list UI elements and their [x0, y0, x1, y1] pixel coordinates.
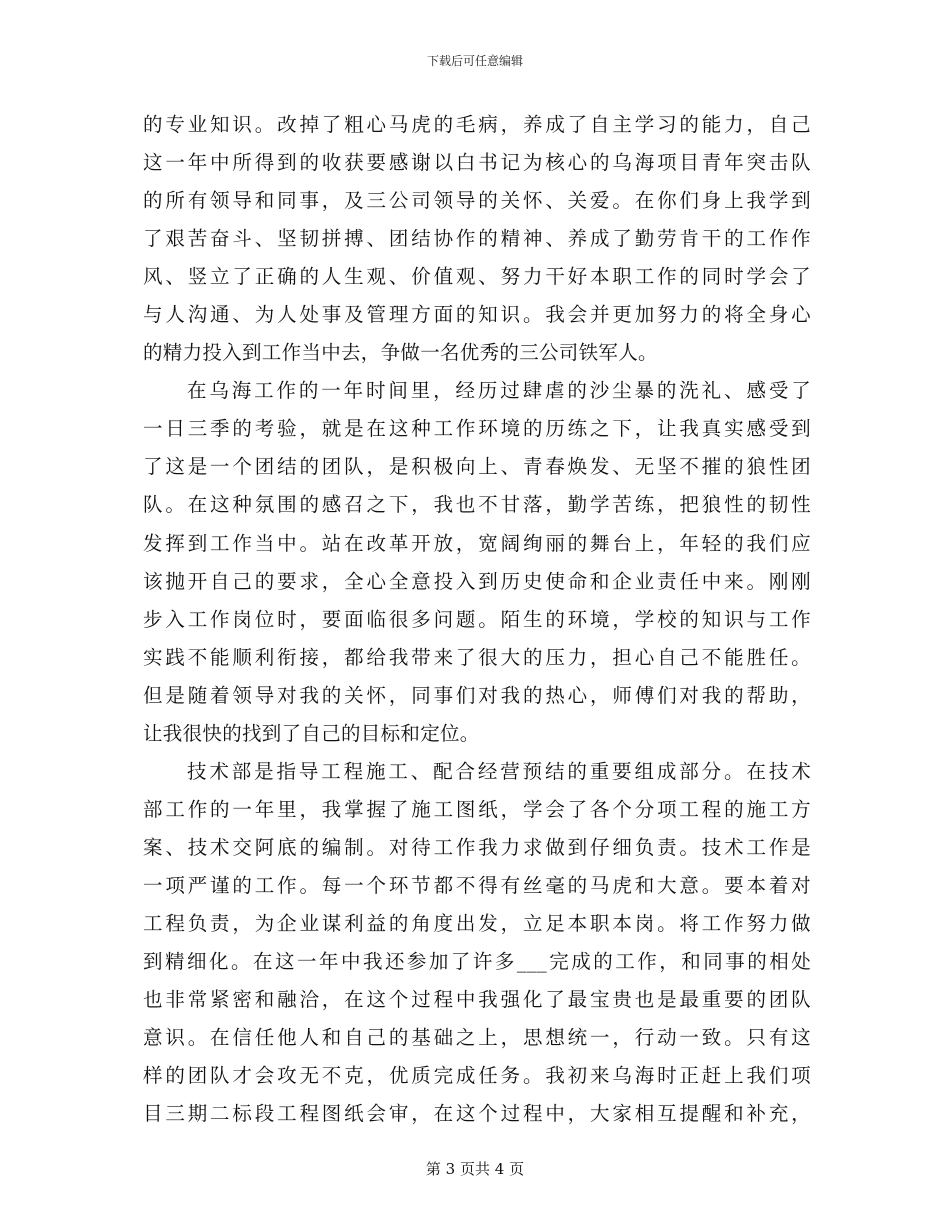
- paragraph-2: [143, 372, 811, 752]
- text-line: 案、技术交阿底的编制。对待工作我力求做到仔细负责。技术工作是: [143, 835, 811, 859]
- text-line: 一日三季的考验，就是在这种工作环境的历练之下，让我真实感受到: [143, 417, 811, 441]
- text-line: 了这是一个团结的团队，是积极向上、青春焕发、无坚不摧的狼性团: [143, 455, 811, 479]
- text-line: 与人沟通、为人处事及管理方面的知识。我会并更加努力的将全身心: [143, 303, 811, 327]
- text-line: 让我很快的找到了自己的目标和定位。: [143, 721, 480, 745]
- text-line: 样的团队才会攻无不克，优质完成任务。我初来乌海时正赶上我们项: [143, 1064, 811, 1088]
- document-body: [143, 106, 811, 1133]
- text-line: 部工作的一年里，我掌握了施工图纸，学会了各个分项工程的施工方: [143, 797, 811, 821]
- text-line: 实践不能顺利衔接，都给我带来了很大的压力，担心自己不能胜任。: [143, 645, 811, 669]
- text-line: 发挥到工作当中。站在改革开放，宽阔绚丽的舞台上，年轻的我们应: [143, 531, 811, 555]
- text-line: 目三期二标段工程图纸会审，在这个过程中，大家相互提醒和补充，: [143, 1102, 811, 1126]
- text-line: 这一年中所得到的收获要感谢以白书记为核心的乌海项目青年突击队: [143, 151, 811, 175]
- page-number: 第 3 页共 4 页: [425, 1160, 525, 1178]
- text-line: 的所有领导和同事，及三公司领导的关怀、关爱。在你们身上我学到: [143, 189, 811, 213]
- paragraph-1: [143, 106, 811, 372]
- text-line: 到精细化。在这一年中我还参加了许多___完成的工作，和同事的相处: [143, 950, 811, 974]
- text-line: 在乌海工作的一年时间里，经历过肆虐的沙尘暴的洗礼、感受了: [187, 379, 811, 403]
- page-header: 下载后可任意编辑: [426, 54, 523, 68]
- paragraph-3: [143, 753, 811, 1133]
- text-line: 该抛开自己的要求，全心全意投入到历史使命和企业责任中来。刚刚: [143, 569, 811, 593]
- text-line: 一项严谨的工作。每一个环节都不得有丝毫的马虎和大意。要本着对: [143, 873, 811, 897]
- text-line: 队。在这种氛围的感召之下，我也不甘落，勤学苦练，把狼性的韧性: [143, 493, 811, 517]
- text-line: 工程负责，为企业谋利益的角度出发，立足本职本岗。将工作努力做: [143, 911, 811, 935]
- text-line: 技术部是指导工程施工、配合经营预结的重要组成部分。在技术: [187, 759, 811, 783]
- text-line: 步入工作岗位时，要面临很多问题。陌生的环境，学校的知识与工作: [143, 607, 811, 631]
- text-line: 的精力投入到工作当中去，争做一名优秀的三公司铁军人。: [143, 341, 658, 365]
- text-line: 风、竖立了正确的人生观、价值观、努力干好本职工作的同时学会了: [143, 265, 811, 289]
- text-line: 也非常紧密和融洽，在这个过程中我强化了最宝贵也是最重要的团队: [143, 988, 811, 1012]
- text-line: 但是随着领导对我的关怀，同事们对我的热心，师傅们对我的帮助，: [143, 683, 811, 707]
- text-line: 了艰苦奋斗、坚韧拼搏、团结协作的精神、养成了勤劳肯干的工作作: [143, 227, 811, 251]
- text-line: 意识。在信任他人和自己的基础之上，思想统一，行动一致。只有这: [143, 1026, 811, 1050]
- text-line: 的专业知识。改掉了粗心马虎的毛病，养成了自主学习的能力，自己: [143, 113, 811, 136]
